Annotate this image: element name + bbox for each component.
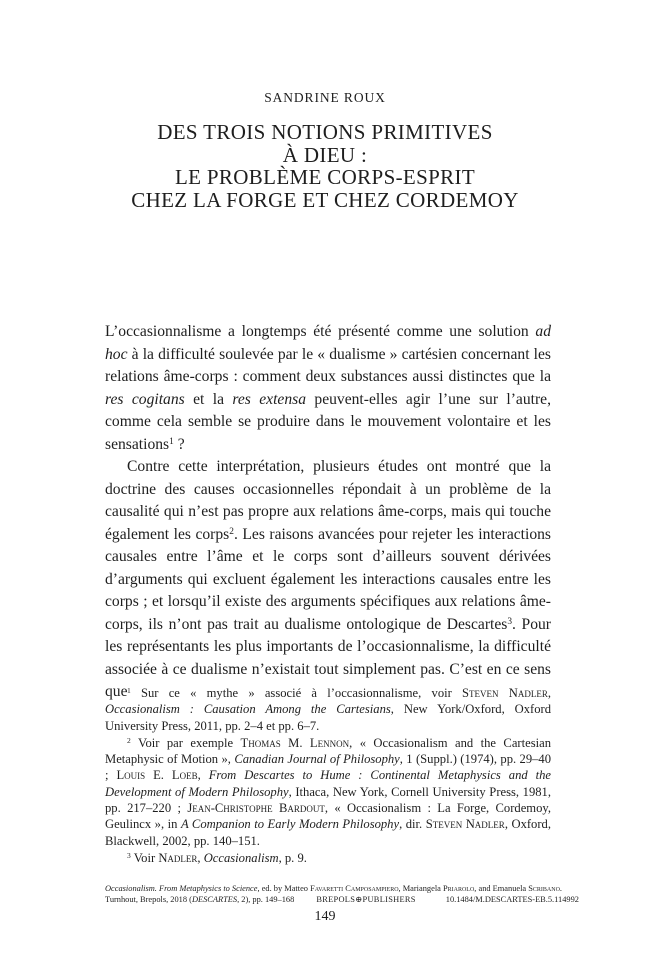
credits-line: Occasionalism. From Metaphysics to Science, ed. by Matteo Favaretti Camposampiero, Mariangela Priarolo, and Emanuela Scribano.	[105, 884, 563, 893]
chapter-title	[60, 121, 590, 211]
footnote-ref[interactable]: 1	[169, 436, 174, 447]
body-text	[105, 321, 551, 704]
chapter-author: SANDRINE ROUX	[264, 90, 386, 105]
title-line: À DIEU :	[282, 142, 368, 167]
paragraph: Contre cette interprétation, plusieurs études ont montré que la doctrine des causes occasionnelles répondait à un problème de la causalité qui n’est pas propre aux relations âme-corps, mais qui touche également les corps$^2$. Les raisons avancées pour rejeter les interactions causales entre l’âme et le corps sont d’ailleurs souvent dérivées d’arguments qui excluent également les interactions causales entre les corps ; et lorsqu’il existe des arguments spécifiques aux relations âme-corps, ils n’ont pas trait au dualisme ontologique de Descartes$^3$. Pour les représentants les plus importants de l’occasionnalisme, la difficulté associée à ce dualisme n’existait tout simplement pas. C’est en ce sens que	[105, 458, 551, 700]
doi: 10.1484/M.DESCARTES-EB.5.114992	[445, 895, 579, 904]
paragraph: L’occasionnalisme a longtemps été présenté comme une solution ad hoc à la difficulté soulevée par le « dualisme » cartésien concernant les relations âme-corps : comment deux substances aussi distinctes que la res cogitans et la res extensa peuvent-elles agir l’une sur l’autre, comme cela semble se produire dans le mouvement volontaire et les sensations$^1$ ?	[105, 323, 551, 453]
publisher-logo: BREPOLS⊕PUBLISHERS	[316, 895, 416, 904]
footnote: $^2$ Voir par exemple Thomas M. Lennon, « Occasionalism and the Cartesian Metaphysic of Motion », Canadian Journal of Philosophy, 1 (Suppl.) (1974), pp. 29–40 ; Louis E. Loeb, From Descartes to Hume : Continental Metaphysics and the Development of Modern Philosophy, Ithaca, New York, Cornell University Press, 1981, pp. 217–220 ; Jean-Christophe Bardout, « Occasionalism : La Forge, Cordemoy, Geulincx », in A Companion to Early Modern Philosophy, dir. Steven Nadler, Oxford, Blackwell, 2002, pp. 140–151.	[105, 735, 552, 848]
footnotes	[105, 685, 551, 867]
page-number: 149	[314, 909, 336, 924]
publication-credits	[105, 883, 579, 905]
footnote-ref[interactable]: 2	[229, 526, 234, 537]
title-line: CHEZ LA FORGE ET CHEZ CORDEMOY	[131, 187, 519, 212]
footnote-number: 2	[127, 735, 131, 745]
credits-line: Turnhout, Brepols, 2018 (DESCARTES, 2), pp. 149–168 BREPOLS⊕PUBLISHERS 10.1484/M.DESCARTES-EB.5.114992	[105, 895, 579, 904]
title-line: DES TROIS NOTIONS PRIMITIVES	[157, 120, 493, 144]
footnote-number: 3	[127, 850, 131, 860]
footnote: $^1$ Sur ce « mythe » associé à l’occasionnalisme, voir Steven Nadler, Occasionalism : Causation Among the Cartesians, New York/Oxford, Oxford University Press, 2011, pp. 2–4 et pp. 6–7.	[105, 685, 551, 733]
footnote: $^3$ Voir Nadler, Occasionalism, p. 9.	[127, 850, 307, 865]
footnote-ref[interactable]: 3	[507, 616, 513, 627]
title-line: LE PROBLÈME CORPS-ESPRIT	[174, 165, 476, 189]
footnote-number: 1	[127, 685, 131, 695]
